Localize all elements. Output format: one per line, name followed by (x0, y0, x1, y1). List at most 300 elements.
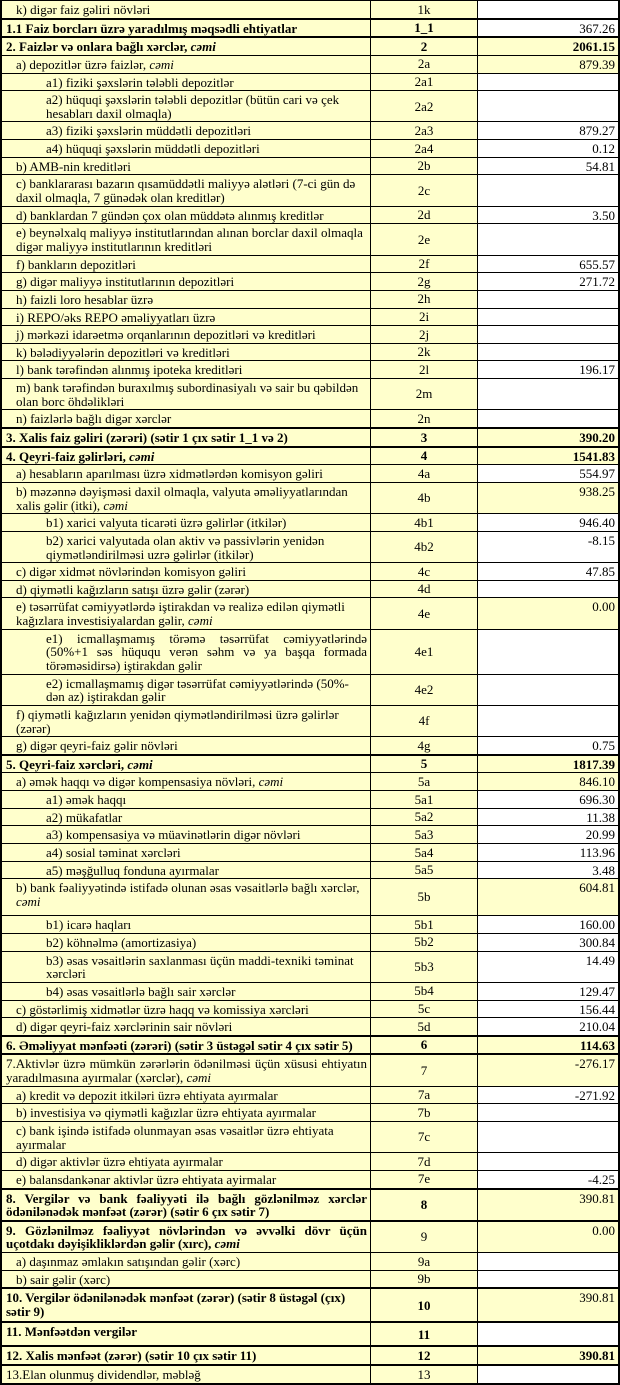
row-value: 114.63 (478, 1037, 618, 1054)
row-value: -276.17 (478, 1055, 618, 1085)
row-code: 5b4 (370, 983, 478, 1000)
row-value: 655.57 (478, 256, 618, 273)
row-value (478, 309, 618, 326)
row-value: 113.96 (478, 844, 618, 861)
row-label (2, 379, 370, 409)
row-code: 5a2 (370, 809, 478, 826)
table-row (2, 272, 618, 290)
row-value (478, 175, 618, 205)
row-label-italic-suffix: cəmi (188, 613, 213, 629)
row-label (2, 532, 370, 562)
row-code: 4e1 (370, 630, 478, 674)
row-value: 0.12 (478, 140, 618, 157)
row-label-text: b2) xarici valyutada olan aktiv və passivlərin yenidən qiymətləndirilməsi uzrə gəlirlər (itkilər) (46, 532, 325, 562)
row-label (2, 256, 370, 273)
row-label-text: a1) fiziki şəxslərin tələbli depozitlər (46, 74, 234, 90)
row-label (2, 291, 370, 308)
row-label (2, 1271, 370, 1288)
table-row (2, 1170, 618, 1188)
row-label (2, 122, 370, 139)
row-label (2, 1153, 370, 1170)
row-label (2, 598, 370, 628)
row-label-text: c) banklararası bazarın qısamüddətli maliyyə alətləri (7-ci gün də daxil olmaqla, 7 günədək olan kreditlər) (16, 176, 356, 206)
table-row (2, 982, 618, 1000)
table-row (2, 73, 618, 91)
row-label-text: a2) mükafatlar (46, 809, 123, 825)
row-code: 2 (370, 38, 478, 55)
row-label (2, 309, 370, 326)
row-value: 879.27 (478, 122, 618, 139)
row-code: 7d (370, 1153, 478, 1170)
table-row (2, 290, 618, 308)
row-code: 2g (370, 273, 478, 290)
row-value: 156.44 (478, 1001, 618, 1018)
row-label-text: b) sair gəlir (xərc) (16, 1271, 111, 1287)
table-row (2, 861, 618, 879)
table-row (2, 513, 618, 531)
row-code: 7 (370, 1055, 478, 1085)
row-label (2, 952, 370, 982)
row-label-text: e) təsərrüfat cəmiyyətlərdə iştirakdan və realizə edilən qiymətli kağızlara investisiyalardan gəlir, (16, 599, 345, 629)
row-code: 1k (370, 1, 478, 18)
row-value: -8.15 (478, 532, 618, 562)
row-label-text: 2. Faizlər və onlara bağlı xərclər, (6, 39, 191, 55)
row-label (2, 56, 370, 73)
table-row (2, 1103, 618, 1121)
table-row (2, 90, 618, 121)
table-row (2, 1121, 618, 1152)
row-code: 8 (370, 1190, 478, 1220)
row-code: 4b2 (370, 532, 478, 562)
row-label (2, 879, 370, 915)
table-row (2, 223, 618, 254)
row-value (478, 410, 618, 427)
row-code: 5b (370, 879, 478, 915)
table-row (2, 790, 618, 808)
row-label (2, 1222, 370, 1252)
row-label (2, 1347, 370, 1364)
row-label (2, 483, 370, 513)
row-code: 2k (370, 344, 478, 361)
row-code: 5a4 (370, 844, 478, 861)
row-value (478, 1323, 618, 1345)
row-label-text: a4) hüquqi şəxslərin müddətli depozitləri (46, 141, 260, 157)
row-label-text: j) mərkəzi idarəetmə orqanlarının depozitləri və kreditləri (16, 327, 316, 343)
row-code: 7c (370, 1122, 478, 1152)
row-value: 0.75 (478, 737, 618, 754)
row-value: 47.85 (478, 563, 618, 580)
row-label (2, 273, 370, 290)
row-label-text: b) AMB-nin kreditləri (16, 158, 131, 174)
row-label-text: g) digər maliyyə institutlarının depozitləri (16, 274, 235, 290)
table-row (2, 531, 618, 562)
row-value: 1817.39 (478, 756, 618, 773)
row-label (2, 38, 370, 55)
row-code: 7b (370, 1104, 478, 1121)
row-value: 0.00 (478, 598, 618, 628)
table-row (2, 1270, 618, 1288)
row-value (478, 1104, 618, 1121)
row-code: 4d (370, 581, 478, 598)
row-label (2, 140, 370, 157)
row-label-text: c) digər xidmət növlərindən komisyon gəliri (16, 564, 246, 580)
table-row (2, 157, 618, 175)
row-code: 2e (370, 224, 478, 254)
table-row (2, 206, 618, 224)
row-code: 13 (370, 1366, 478, 1383)
row-code: 2m (370, 379, 478, 409)
table-row (2, 1086, 618, 1104)
row-code: 4a (370, 465, 478, 482)
table-row (2, 139, 618, 157)
row-value: 367.26 (478, 20, 618, 37)
row-label (2, 465, 370, 482)
row-code: 4e2 (370, 675, 478, 705)
table-row (2, 378, 618, 409)
row-code: 4b (370, 483, 478, 513)
row-code: 2a2 (370, 91, 478, 121)
row-label-text: 6. Əməliyyat mənfəəti (zərəri) (sətir 3 üstəgəl sətir 4 çıx sətir 5) (6, 1037, 353, 1053)
row-value: 1541.83 (478, 448, 618, 465)
row-label-text: a) hesabların aparılması üzrə xidmətlərdən komisyon gəliri (16, 466, 323, 482)
row-code: 2h (370, 291, 478, 308)
table-row (2, 446, 618, 465)
row-label-text: a) daşınmaz əmlakın satışından gəlir (xərc) (16, 1254, 241, 1270)
row-value: 3.48 (478, 862, 618, 879)
row-label (2, 773, 370, 790)
row-value (478, 1366, 618, 1383)
table-row (2, 255, 618, 273)
row-label (2, 207, 370, 224)
row-code: 2a3 (370, 122, 478, 139)
row-label-text: d) digər aktivlər üzrə ehtiyata ayırmalar (16, 1154, 223, 1170)
row-value: 390.20 (478, 429, 618, 446)
row-label (2, 791, 370, 808)
row-code: 4 (370, 448, 478, 465)
row-value (478, 291, 618, 308)
row-value: 2061.15 (478, 38, 618, 55)
row-code: 2n (370, 410, 478, 427)
table-row (2, 705, 618, 736)
row-code: 4b1 (370, 514, 478, 531)
row-label-text: a2) hüquqi şəxslərin tələbli depozitlər (bütün cari və çek hesabları daxil olmaqla) (46, 92, 340, 121)
row-value: 938.25 (478, 483, 618, 513)
row-label (2, 1037, 370, 1054)
row-label-text: g) digər qeyri-faiz gəlir növləri (16, 738, 178, 754)
table-row (2, 878, 618, 915)
table-row (2, 674, 618, 705)
row-value: -4.25 (478, 1171, 618, 1188)
row-code: 5a3 (370, 826, 478, 843)
row-label-italic-suffix: cəmi (129, 448, 155, 464)
table-row (2, 736, 618, 754)
row-label-text: f) qiymətli kağızların yenidən qiymətləndirilməsi üzrə gəlirlər (zərər) (16, 706, 339, 736)
row-label (2, 675, 370, 705)
row-label (2, 844, 370, 861)
row-code: 4g (370, 737, 478, 754)
row-label-text: l) bank tərəfindən alınmış ipoteka kreditləri (16, 362, 243, 378)
row-label-text: 4. Qeyri-faiz gəlirləri, (6, 448, 130, 464)
row-code: 2a1 (370, 74, 478, 91)
row-label (2, 1055, 370, 1085)
row-label (2, 361, 370, 378)
table-row (2, 1321, 618, 1345)
row-label-text: 5. Qeyri-faiz xərcləri, (6, 756, 128, 772)
table-row (2, 121, 618, 139)
table-row (2, 482, 618, 513)
row-label-text: 3. Xalis faiz gəliri (zərəri) (sətir 1 çıx sətir 1_1 və 2) (6, 430, 288, 446)
row-label (2, 344, 370, 361)
row-label (2, 1323, 370, 1345)
row-code: 2b (370, 158, 478, 175)
table-row (2, 1, 618, 18)
table-row (2, 915, 618, 933)
row-value (478, 675, 618, 705)
row-label (2, 934, 370, 951)
row-label-text: b) bank fəaliyyətində istifadə olunan əsas vəsaitlərlə bağlı xərclər, (16, 880, 360, 896)
row-label-text: b4) əsas vəsaitlərlə bağlı sair xərclər (46, 983, 236, 999)
row-code: 5d (370, 1018, 478, 1035)
row-label-text: 9. Gözlənilməz fəaliyyət növlərindən və əvvəlki dövr üçün uçotdakı dəyişikliklərdən gəlir (xırc), (6, 1222, 367, 1252)
table-row (2, 1188, 618, 1220)
row-label (2, 581, 370, 598)
row-label (2, 826, 370, 843)
row-value (478, 91, 618, 121)
row-label (2, 862, 370, 879)
table-row (2, 18, 618, 37)
table-row (2, 308, 618, 326)
row-label (2, 1171, 370, 1188)
row-label (2, 1190, 370, 1220)
row-label-italic-suffix: cəmi (190, 39, 216, 55)
table-row (2, 1035, 618, 1054)
row-label-text: 11. Mənfəətdən vergilər (6, 1324, 138, 1340)
row-value (478, 581, 618, 598)
row-value: 879.39 (478, 56, 618, 73)
row-label-text: e) beynəlxalq maliyyə institutlarından alınan borclar daxil olmaqla digər maliyyə institutlarının kreditləri (16, 225, 363, 254)
row-value (478, 326, 618, 343)
row-label (2, 91, 370, 121)
row-value: 54.81 (478, 158, 618, 175)
row-code: 10 (370, 1289, 478, 1321)
row-value (478, 224, 618, 254)
row-label (2, 1122, 370, 1152)
row-label-text: d) digər qeyri-faiz xərclərinin sair növləri (16, 1019, 233, 1035)
row-value: 14.49 (478, 952, 618, 982)
row-code: 2a4 (370, 140, 478, 157)
row-label (2, 514, 370, 531)
row-code: 5c (370, 1001, 478, 1018)
table-row (2, 1017, 618, 1035)
table-row (2, 360, 618, 378)
row-label-text: a1) əmək haqqı (46, 792, 127, 808)
row-label (2, 983, 370, 1000)
row-label-text: b3) əsas vəsaitlərin saxlanması üçün maddi-texniki təminat xərcləri (46, 952, 354, 982)
row-label-text: e1) icmallaşmamış törəmə təsərrüfat cəmiyyətlərində (50%+1 səs hüququ verən səhm və ya başqa formada törəməsidirsə) iştirakdan gəlir (46, 630, 367, 673)
row-code: 5 (370, 756, 478, 773)
row-label-text: b1) xarici valyuta ticarəti üzrə gəlirlər (itkilər) (46, 515, 287, 531)
table-row (2, 933, 618, 951)
row-code: 6 (370, 1037, 478, 1054)
table-row (2, 55, 618, 73)
row-value (478, 1122, 618, 1152)
row-label-text: e2) icmallaşmamış digər təsərrüfat cəmiyyətlərində (50%-dən az) iştirakdan gəlir (46, 675, 349, 705)
table-row (2, 1345, 618, 1364)
row-label-text: b) məzənnə dəyişməsi daxil olmaqla, valyuta əməliyyatlarından xalis gəlir (itki), (16, 483, 348, 513)
row-label-text: a) əmək haqqı və digər kompensasiya növləri, (16, 774, 259, 790)
row-label-text: a) depozitlər üzrə faizlər, (16, 56, 150, 72)
row-label-text: k) bələdiyyələrin depozitləri və kreditləri (16, 344, 230, 360)
table-row (2, 427, 618, 446)
row-label-text: b1) icarə haqları (46, 917, 132, 933)
row-value: 271.72 (478, 273, 618, 290)
row-code: 5a5 (370, 862, 478, 879)
row-label-italic-suffix: cəmi (258, 774, 284, 790)
row-label-text: a3) fiziki şəxslərin müddətli depozitləri (46, 123, 252, 139)
row-label-text: h) faizli loro hesablar üzrə (16, 291, 154, 307)
row-code: 5a1 (370, 791, 478, 808)
table-row (2, 343, 618, 361)
table-row (2, 1220, 618, 1252)
row-label (2, 74, 370, 91)
row-value: 604.81 (478, 879, 618, 915)
row-label-text: n) faizlərlə bağlı digər xərclər (16, 411, 172, 427)
row-code: 9b (370, 1271, 478, 1288)
row-label (2, 1253, 370, 1270)
row-value: 846.10 (478, 773, 618, 790)
row-label (2, 1104, 370, 1121)
row-code: 12 (370, 1347, 478, 1364)
row-code: 5b2 (370, 934, 478, 951)
row-label (2, 158, 370, 175)
row-label (2, 1366, 370, 1383)
row-code: 5b3 (370, 952, 478, 982)
row-code: 2a (370, 56, 478, 73)
row-code: 2l (370, 361, 478, 378)
row-label (2, 1087, 370, 1104)
row-code: 3 (370, 429, 478, 446)
row-code: 2j (370, 326, 478, 343)
row-value (478, 706, 618, 736)
row-label-text: 7.Aktivlər üzrə mümkün zərərlərin ödənilməsi üçün xüsusi ehtiyatın yaradılmasına ayırmalar (xərclər), (6, 1056, 367, 1086)
table-row (2, 1252, 618, 1270)
row-label-text: f) bankların depozitləri (16, 256, 136, 272)
row-value: 160.00 (478, 916, 618, 933)
row-label (2, 175, 370, 205)
row-value (478, 74, 618, 91)
row-code: 7e (370, 1171, 478, 1188)
row-label (2, 737, 370, 754)
row-label-italic-suffix: cəmi (103, 497, 128, 513)
row-value: 390.81 (478, 1190, 618, 1220)
row-label-text: c) göstərlimiş xidmətlər üzrə haqq və komissiya xərcləri (16, 1001, 309, 1017)
row-code: 4c (370, 563, 478, 580)
table-row (2, 325, 618, 343)
row-label (2, 1018, 370, 1035)
row-label-text: a) kredit və depozit itkiləri üzrə ehtiyata ayırmalar (16, 1087, 278, 1103)
table-row (2, 825, 618, 843)
row-label-text: 8. Vergilər və bank fəaliyyəti ilə bağlı gözlənilməz xərclər ödənilənədək mənfəət (zərər) (sətir 6 çıx sətir 7) (6, 1190, 367, 1220)
row-value: 210.04 (478, 1018, 618, 1035)
row-value (478, 1271, 618, 1288)
row-code: 5b1 (370, 916, 478, 933)
row-label (2, 706, 370, 736)
row-code: 4e (370, 598, 478, 628)
row-label-italic-suffix: cəmi (186, 1070, 212, 1086)
table-row (2, 580, 618, 598)
row-label-text: c) bank işində istifadə olunmayan əsas vəsaitlər üzrə ehtiyata ayırmalar (16, 1123, 334, 1152)
table-row (2, 754, 618, 773)
row-label-text: a4) sosial təminat xərcləri (46, 845, 181, 861)
table-row (2, 174, 618, 205)
row-label-text: 13.Elan olunmuş dividendlər, məbləğ (6, 1367, 201, 1383)
row-code: 7a (370, 1087, 478, 1104)
row-label (2, 224, 370, 254)
row-value (478, 1253, 618, 1270)
table-row (2, 1053, 618, 1085)
table-row (2, 597, 618, 628)
row-value (478, 630, 618, 674)
row-value: 696.30 (478, 791, 618, 808)
table-row (2, 1000, 618, 1018)
row-label (2, 448, 370, 465)
row-value (478, 344, 618, 361)
row-value: 196.17 (478, 361, 618, 378)
row-value: 390.81 (478, 1289, 618, 1321)
row-value: 20.99 (478, 826, 618, 843)
table-row (2, 464, 618, 482)
table-row (2, 951, 618, 982)
row-value: 3.50 (478, 207, 618, 224)
row-label-text: 10. Vergilər ödənilənədək mənfəət (zərər) (sətir 8 üstəgəl (çıx) sətir 9) (6, 1290, 346, 1320)
row-label (2, 809, 370, 826)
row-label (2, 630, 370, 674)
row-label-italic-suffix: cəmi (16, 893, 41, 909)
row-label-text: m) bank tərəfindən buraxılmış subordinasiyalı və sair bu qəbildən olan borc öhdəlikləri (16, 380, 359, 409)
row-label-text: b) investisiya və qiymətli kağızlar üzrə ehtiyata ayırmalar (16, 1105, 316, 1121)
row-value (478, 1153, 618, 1170)
row-label-text: d) banklardan 7 gündən çox olan müddətə alınmış kreditlər (16, 207, 324, 223)
row-value: 390.81 (478, 1347, 618, 1364)
row-code: 9 (370, 1222, 478, 1252)
row-label (2, 563, 370, 580)
table-row (2, 36, 618, 55)
row-label (2, 1001, 370, 1018)
row-value: 11.38 (478, 809, 618, 826)
row-label (2, 410, 370, 427)
row-label-text: d) qiymətli kağızların satışı üzrə gəlir (zərər) (16, 581, 250, 597)
row-code: 1_1 (370, 20, 478, 37)
row-label-text: a5) məşğulluq fonduna ayırmalar (46, 862, 219, 878)
row-value (478, 1, 618, 18)
table-row (2, 629, 618, 674)
table-row (2, 772, 618, 790)
row-label (2, 1, 370, 18)
table-row (2, 562, 618, 580)
row-label-text: i) REPO/əks REPO əməliyyatları üzrə (16, 309, 216, 325)
row-label-text: k) digər faiz gəliri növləri (16, 2, 151, 17)
row-label (2, 429, 370, 446)
row-code: 11 (370, 1323, 478, 1345)
row-code: 2i (370, 309, 478, 326)
row-label-italic-suffix: cəmi (127, 756, 153, 772)
row-label-text: e) balansdankənar aktivlər üzrə ehtiyata ayirmalar (16, 1171, 277, 1187)
row-label-text: b2) köhnəlmə (amortizasiya) (46, 934, 197, 950)
row-value: -271.92 (478, 1087, 618, 1104)
row-value: 946.40 (478, 514, 618, 531)
row-code: 4f (370, 706, 478, 736)
row-label-text: 1.1 Faiz borcları üzrə yaradılmış məqsədli ehtiyatlar (6, 20, 298, 36)
